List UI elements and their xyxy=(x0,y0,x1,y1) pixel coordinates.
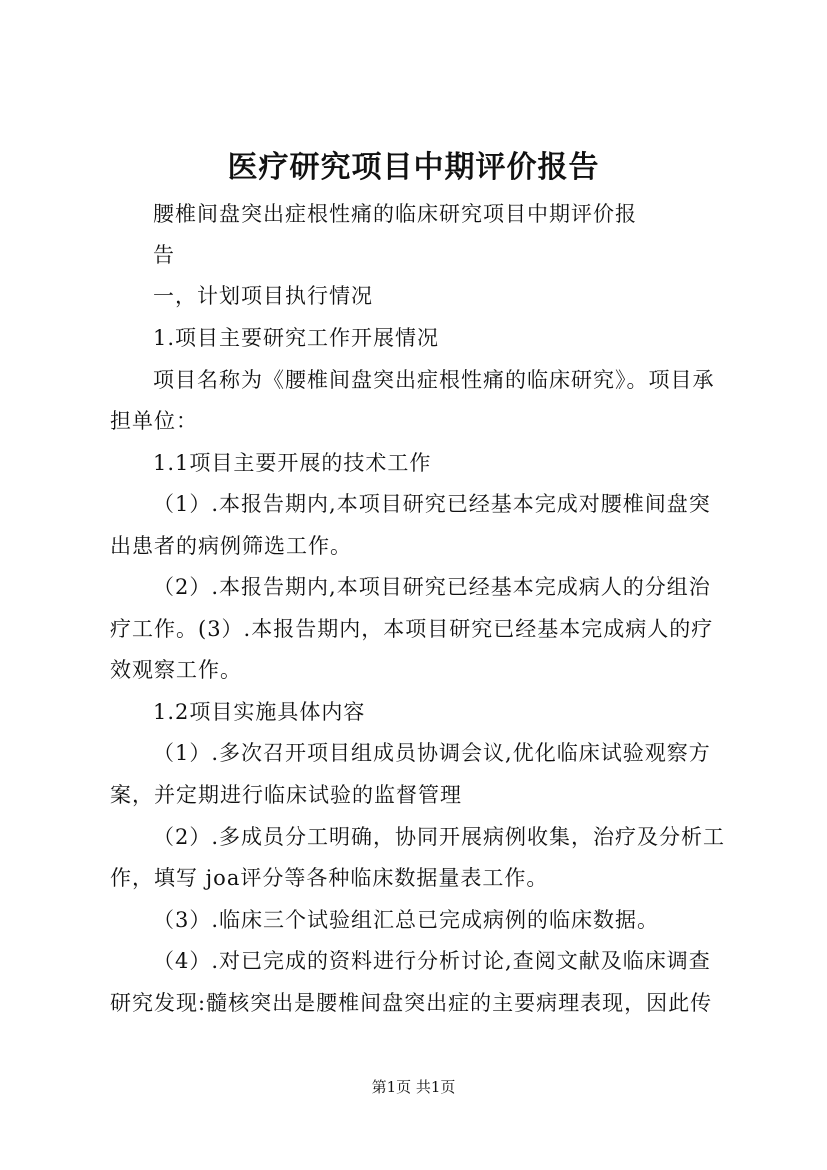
subsection-heading-1-2: 1.2项目实施具体内容 xyxy=(153,700,366,724)
paragraph-line: 案，并定期进行临床试验的监督管理 xyxy=(110,783,462,807)
page-footer: 第1页 共1页 xyxy=(371,1078,456,1096)
paragraph-line: （2）.多成员分工明确，协同开展病例收集，治疗及分析工 xyxy=(153,825,726,849)
paragraph-line: （1）.本报告期内,本项目研究已经基本完成对腰椎间盘突 xyxy=(153,492,711,516)
paragraph-line: （2）.本报告期内,本项目研究已经基本完成病人的分组治 xyxy=(153,575,711,599)
paragraph-line: （3）.临床三个试验组汇总已完成病例的临床数据。 xyxy=(153,908,660,932)
subtitle-line-2: 告 xyxy=(153,243,175,267)
subsection-heading-1: 1.项目主要研究工作开展情况 xyxy=(153,326,440,350)
paragraph-line: 出患者的病例筛选工作。 xyxy=(110,534,352,558)
paragraph-line: （4）.对已完成的资料进行分析讨论,查阅文献及临床调查 xyxy=(153,949,711,973)
paragraph-line: 项目名称为《腰椎间盘突出症根性痛的临床研究》。项目承 xyxy=(153,368,715,392)
page-title: 医疗研究项目中期评价报告 xyxy=(227,150,600,185)
paragraph-line: 作，填写 joa评分等各种临床数据量表工作。 xyxy=(110,866,549,890)
paragraph-line: （1）.多次召开项目组成员协调会议,优化临床试验观察方 xyxy=(153,741,711,765)
subtitle-line-1: 腰椎间盘突出症根性痛的临床研究项目中期评价报 xyxy=(153,202,637,226)
paragraph-line: 研究发现:髓核突出是腰椎间盘突出症的主要病理表现，因此传 xyxy=(110,991,713,1015)
paragraph-line: 担单位： xyxy=(110,409,198,433)
paragraph-line: 疗工作。(3）.本报告期内，本项目研究已经基本完成病人的疗 xyxy=(110,617,714,641)
section-heading: 一，计划项目执行情况 xyxy=(153,284,373,308)
subsection-heading-1-1: 1.1项目主要开展的技术工作 xyxy=(153,451,432,475)
paragraph-line: 效观察工作。 xyxy=(110,658,242,682)
